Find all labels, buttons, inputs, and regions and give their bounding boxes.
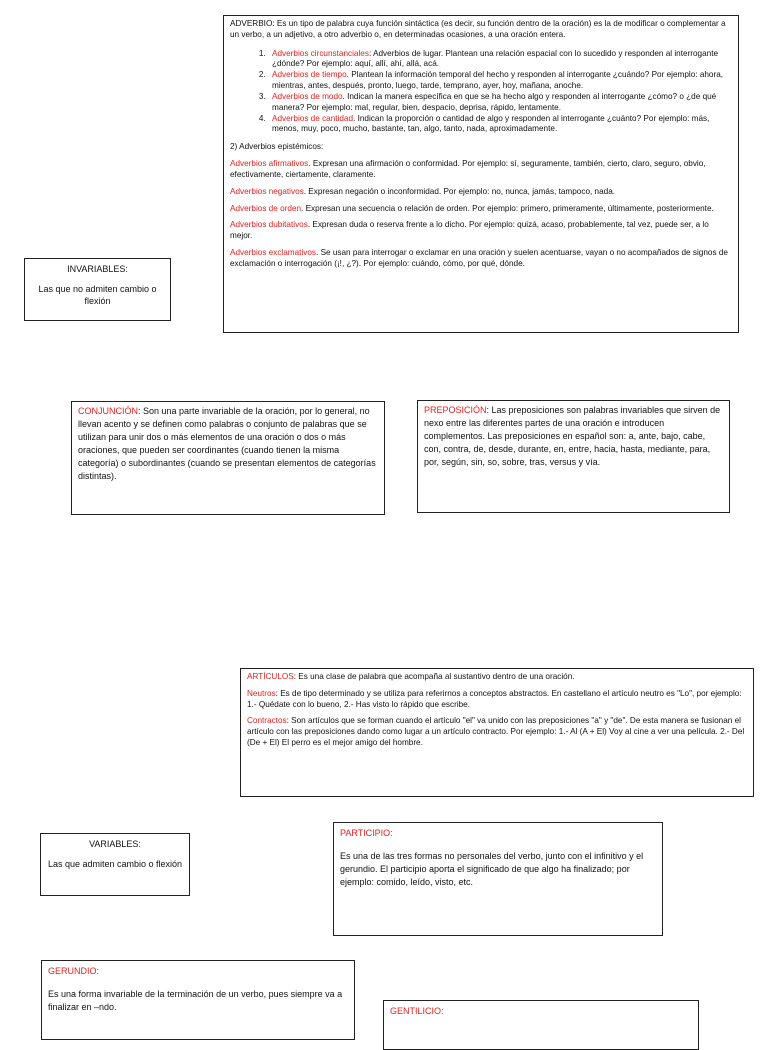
list-item	[268, 92, 732, 114]
articulos-neutros	[247, 689, 747, 711]
invariables-text: Las que no admiten cambio o flexión	[38, 284, 157, 307]
epistemico-negativos	[230, 187, 732, 198]
gentilicio-box	[383, 1000, 699, 1050]
gerundio-box	[41, 960, 355, 1040]
neutros-title: Neutros	[247, 688, 276, 698]
gerundio-title: GERUNDIO:	[48, 966, 100, 976]
epistemico-exclamativos	[230, 248, 732, 270]
list-item	[268, 49, 732, 71]
articulos-text: : Es una clase de palabra que acompaña al sustantivo dentro de una oración.	[293, 672, 575, 681]
item-title: Adverbios dubitativos	[230, 220, 308, 230]
gerundio-text: Es una forma invariable de la terminación de un verbo, pues siempre va a finalizar en –ndo.	[48, 989, 343, 1013]
item-title: Adverbios de modo	[272, 91, 343, 101]
conjuncion-paragraph	[78, 405, 378, 483]
item-text: . Expresan una secuencia o relación de orden. Por ejemplo: primero, primeramente, últimamente, posteriormente.	[301, 203, 714, 213]
participio-title: PARTICIPIO:	[340, 828, 393, 838]
list-item	[268, 70, 732, 92]
item-text: . Expresan duda o reserva frente a lo dicho. Por ejemplo: quizá, acaso, probablemente, tal vez, puede ser, a lo mejor.	[230, 220, 709, 241]
item-title: Adverbios negativos	[230, 186, 304, 196]
invariables-title: INVARIABLES:	[67, 264, 128, 274]
conjuncion-box	[71, 401, 385, 515]
participio-text: Es una de las tres formas no personales del verbo, junto con el infinitivo y el gerundio. El participio aporta el significado de que algo ha finalizado; por ejemplo: comido, leído, visto, etc.	[340, 851, 644, 888]
epistemicos-title: 2) Adverbios epistémicos:	[230, 142, 324, 152]
item-text: . Indican la proporción o cantidad de algo y responden al interrogante ¿cuánto? Por ejemplo: más, menos, muy, poco, mucho, bastante, tan, algo, tanto, nada, aproximadamente.	[272, 113, 710, 134]
contractos-title: Contractos	[247, 716, 287, 726]
invariables-box	[24, 258, 171, 321]
gentilicio-title: GENTILICIO:	[390, 1006, 444, 1016]
contractos-text: : Son artículos que se forman cuando el artículo "el" va unido con las preposiciones "a" y "de". De esta manera se fusionan el artículo con las preposiciones dando como lugar a un artículo contracto. Por ejemplo: 1.- Al (A + El) Voy al cine a ver una película. 2.- Del (De + El) El perro es el mejor amigo del hombre.	[247, 716, 745, 748]
articulos-box	[240, 668, 754, 797]
epistemico-dubitativos	[230, 220, 732, 242]
item-text: . Plantean la información temporal del hecho y responden al interrogante ¿cuándo? Por ejemplo: ahora, mientras, antes, después, pronto, luego, tarde, temprano, ayer, hoy, mañana, anoche.	[272, 70, 724, 91]
preposicion-box	[417, 400, 730, 513]
conjuncion-text: : Son una parte invariable de la oración, por lo general, no llevan acento y se definen como palabras o conjunto de palabras que se utilizan para unir dos o más elementos de una oración o dos o más oraciones, que pueden ser coordinantes (cuando tienen la misma categoría) o subordinantes (cuando se presentan elementos de categorías distintas).	[78, 406, 376, 482]
epistemico-afirmativos	[230, 159, 732, 181]
neutros-text: : Es de tipo determinado y se utiliza para referirnos a conceptos abstractos. En castellano el artículo neutro es "Lo", por ejemplo: 1.- Quédate con lo bueno, 2.- Has visto lo rápido que escribe.	[247, 688, 742, 709]
preposicion-text: : Las preposiciones son palabras invariables que sirven de nexo entre las diferentes partes de una oración e introducen complementos. Las preposiciones en español son: a, ante, bajo, cabe, con, contra, de, desde, durante, en, entre, hacia, hasta, mediante, para, por, según, sin, so, sobre, tras, versus y vía.	[424, 405, 721, 468]
item-text: . Expresan una afirmación o conformidad. Por ejemplo: sí, seguramente, también, cierto, claro, seguro, obvio, efectivamente, ciertamente, claramente.	[230, 159, 706, 179]
preposicion-paragraph	[424, 404, 723, 469]
item-title: Adverbios de tiempo	[272, 70, 347, 80]
conjuncion-title: CONJUNCIÓN	[78, 406, 138, 416]
item-text: . Expresan negación o inconformidad. Por ejemplo: no, nunca, jamás, tampoco, nada.	[303, 186, 616, 196]
adverbio-intro: ADVERBIO: Es un tipo de palabra cuya función sintáctica (es decir, su función dentro de la oración) es la de modificar o complementar a un verbo, a un adjetivo, a otro adverbio o, en determinadas ocasiones, a una oración entera.	[230, 19, 726, 39]
list-item	[268, 114, 732, 136]
epistemico-orden	[230, 204, 732, 215]
item-title: Adverbios de orden	[230, 203, 302, 213]
item-text: . Indican la manera específica en que se ha hecho algo y responden al interrogante ¿cómo? o ¿de qué manera? Por ejemplo: mal, regular, bien, despacio, deprisa, rápido, lentamente.	[272, 91, 717, 112]
participio-box	[333, 822, 663, 936]
item-title: Adverbios de cantidad	[272, 113, 354, 123]
item-title: Adverbios afirmativos	[230, 159, 309, 169]
variables-text: Las que admiten cambio o flexión	[47, 859, 183, 870]
item-text: : Adverbios de lugar. Plantean una relación espacial con lo sucedido y responden al interrogante ¿dónde? Por ejemplo: aquí, allí, ahí, allá, acá.	[272, 48, 719, 69]
adverbio-box	[223, 15, 739, 333]
articulos-intro	[247, 672, 747, 683]
adverbio-list	[230, 49, 732, 136]
item-text: . Se usan para interrogar o exclamar en una oración y suelen acentuarse, vayan o no acompañados de signos de exclamación o interrogación (¡!, ¿?). Por ejemplo: cuándo, cómo, por qué, dónde.	[230, 248, 728, 268]
item-title: Adverbios exclamativos	[230, 248, 317, 258]
articulos-title: ARTÍCULOS	[247, 672, 294, 681]
articulos-contractos	[247, 716, 747, 748]
preposicion-title: PREPOSICIÓN	[424, 405, 487, 415]
item-title: Adverbios circunstanciales	[272, 48, 369, 58]
variables-title: VARIABLES:	[89, 839, 141, 849]
variables-box	[40, 833, 190, 896]
